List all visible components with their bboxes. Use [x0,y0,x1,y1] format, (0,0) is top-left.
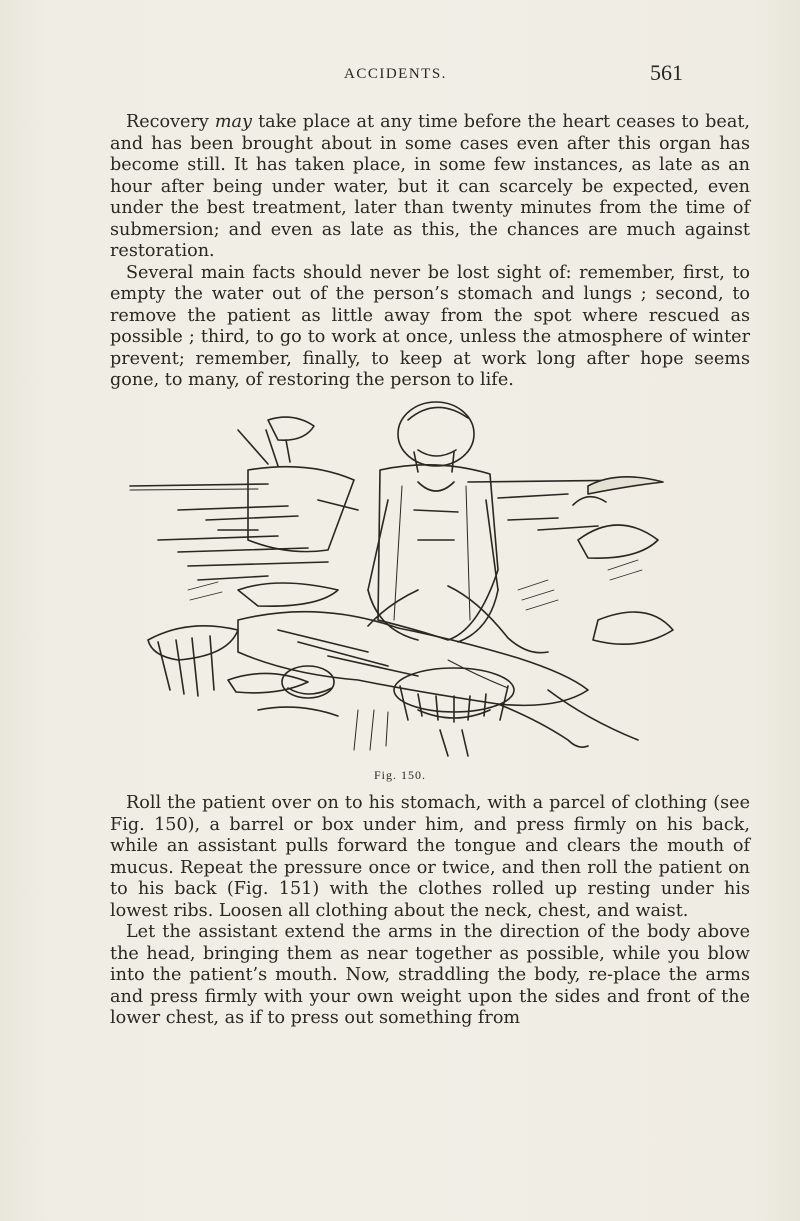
paragraph-recovery-rest: take place at any time before the heart ceases to beat, and has been brought about in some cases even after this organ has become still. It has taken place, in some few instances, as late as an hour after being under water, but it can scarcely be expected, even under the best treatment, later than twenty minutes from the time of submersion; and even as late as this, the chances are much against restoration. [110,112,750,261]
running-head [0,60,800,90]
page-number: 561 [650,60,683,85]
paragraph-extend-arms: Let the assistant extend the arms in the direction of the body above the head, bringing them as near together as possible, while you blow into the patient’s mouth. Now, straddling the body, re-place the arms and press firmly with your own weight upon the sides and front of the lower chest, as if to press out something from [110,922,750,1028]
emphasis-may: may [214,112,252,132]
rescuer-figure [368,402,548,653]
paragraph-roll-patient: Roll the patient over on to his stomach, with a parcel of clothing (see Fig. 150), a barrel or box under him, and press firmly on his back, while an assistant pulls forward the tongue and clears the mouth of mucus. Repeat the pressure once or twice, and then roll the patient on to his back (Fig. 151) with the clothes rolled up resting under his lowest ribs. Loosen all clothing about the neck, chest, and waist. [110,793,750,921]
figure-caption: Fig. 150. [373,768,426,782]
paragraph-main-facts: Several main facts should never be lost sight of: remember, first, to empty the water out of the person’s stomach and lungs ; second, to remove the patient as little away from the spot where rescued as possible ; third, to go to work at once, unless the atmosphere of winter prevent; remember, finally, to keep at work long after hope seems gone, to many, of restoring the person to life. [110,262,750,390]
paragraph-recovery [110,112,750,263]
shoreline-lines [130,480,638,580]
figure-150 [118,390,678,760]
text-block-top [110,112,750,392]
paragraph-recovery-start: Recovery [126,112,215,132]
rocks-left [148,583,338,716]
running-head-title: ACCIDENTS. [344,66,447,82]
rocks-right [573,477,673,644]
text-block-bottom [110,793,750,1030]
resuscitation-illustration [118,390,678,760]
patient-figure [238,612,638,756]
